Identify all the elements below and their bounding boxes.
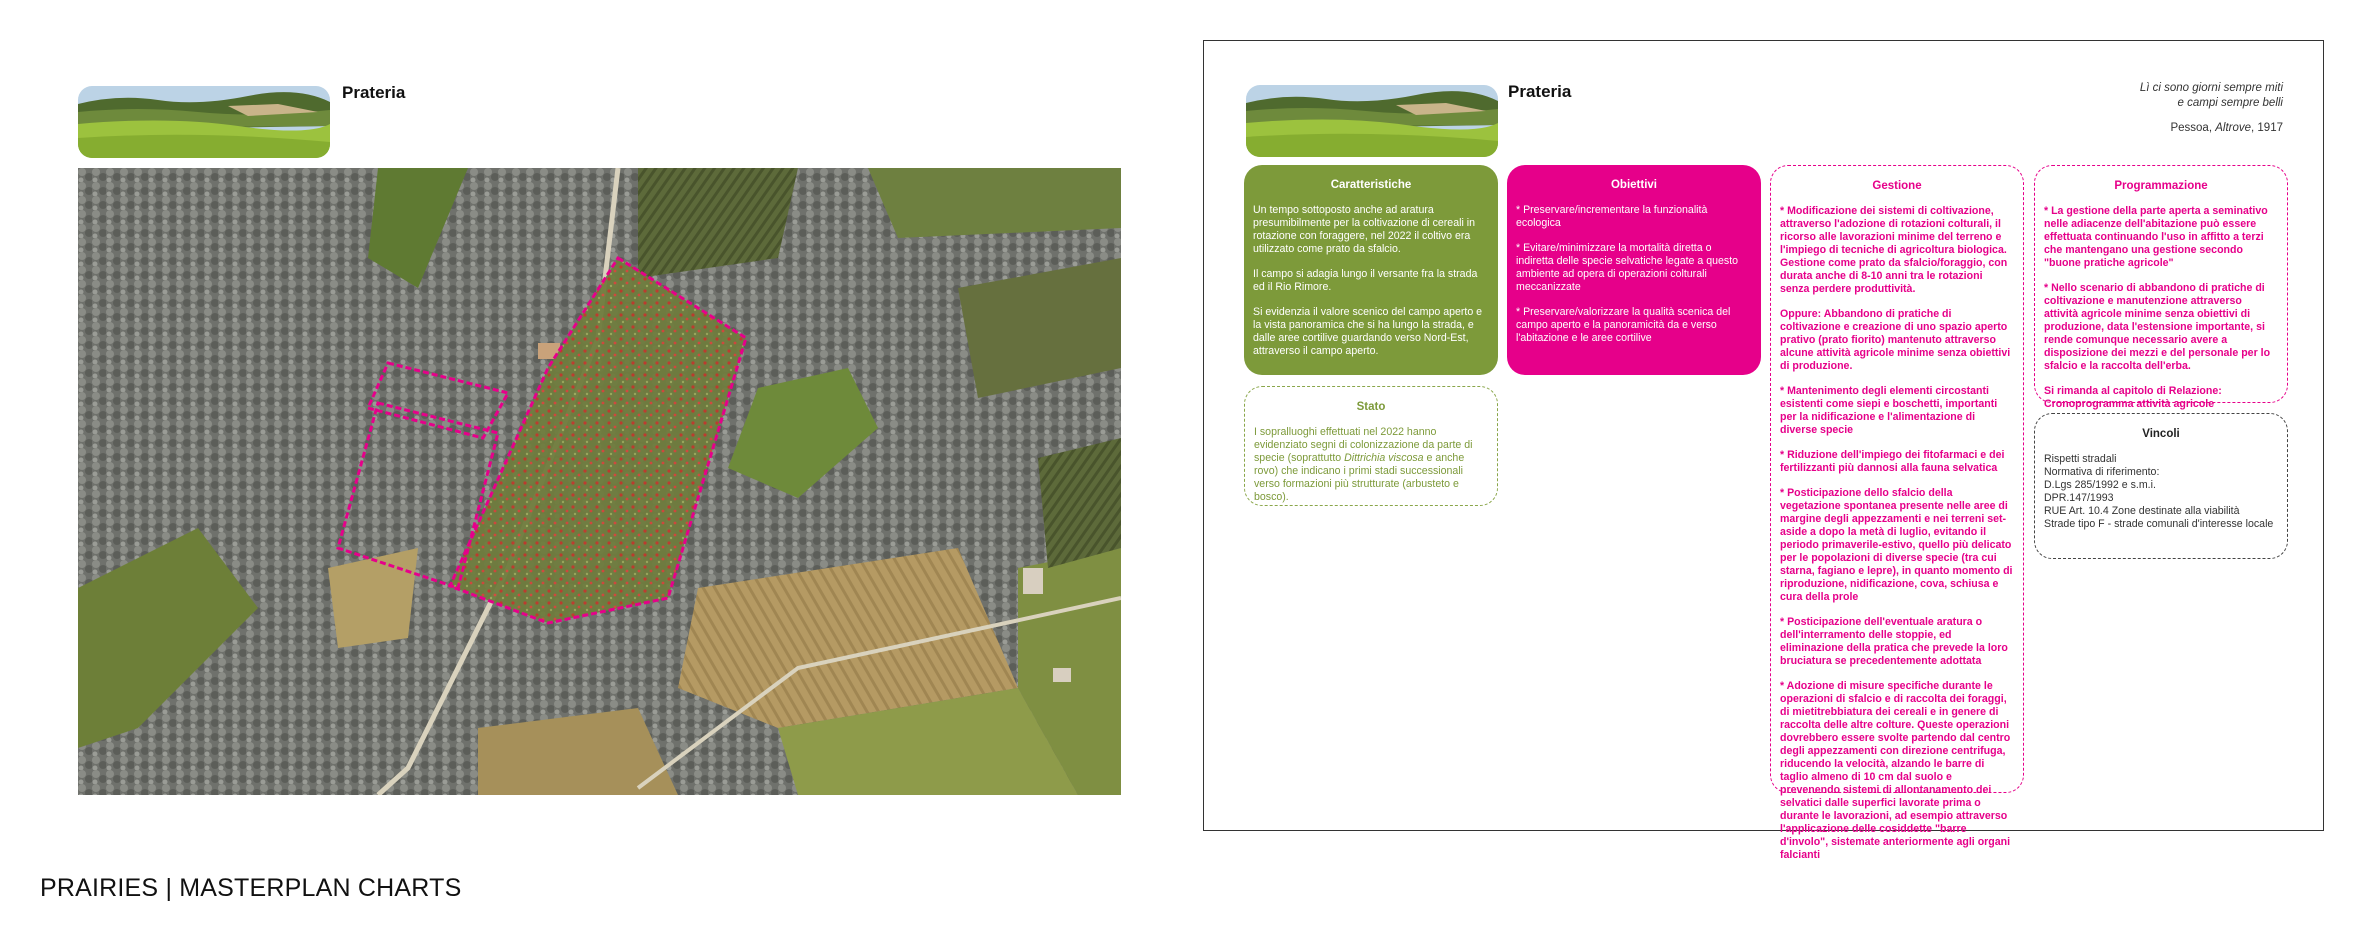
obiettivi-text-1: * Preservare/incrementare la funzionalità ecologica: [1516, 204, 1708, 229]
card-vincoli: [2034, 413, 2288, 559]
prairie-thumbnail-photo-board: [1246, 85, 1498, 157]
vincoli-line: Rispetti stradali: [2044, 453, 2117, 465]
gestione-text-7: * Adozione di misure specifiche durante le operazioni di sfalcio e di raccolta dei foraggi, di mietitrebbiatura dei cereali e in genere di raccolta delle altre colture. Queste operazioni dovrebbero essere svolte partendo dal centro degli appezzamenti con direzione centrifuga, riducendo la velocità, alzando le barre di taglio almeno di 10 cm dal suolo e prevenendo sistemi di allontanamento dei selvatici dalle superfici lavorate prima o durante le lavorazioni, ad esempio attraverso l'applicazione delle cosiddette "barre d'involo", sistemate anteriormente agli organi falcianti: [1780, 680, 2011, 861]
gestione-text-2: Oppure: Abbandono di pratiche di coltivazione e creazione di uno spazio aperto prativo (prato fiorito) mantenuto attraverso alcune attività agricole minime senza obiettivi di produzione.: [1780, 308, 2011, 372]
card-stato: [1244, 386, 1498, 506]
vincoli-line: RUE Art. 10.4 Zone destinate alla viabilità: [2044, 505, 2240, 517]
left-panel-title: Prateria: [342, 83, 406, 102]
gestione-text-3: * Mantenimento degli elementi circostanti esistenti come siepi e boschetti, importanti per la nidificazione e l'alimentazione di diverse specie: [1780, 385, 1998, 436]
programmazione-text-2: * Nello scenario di abbandono di pratiche di coltivazione e manutenzione attraverso attività agricole minime senza obiettivi di produzione, data l'estensione importante, si rende comunque necessario avere a disposizione dei mezzi e del personale per lo sfalcio e la raccolta dell'erba.: [2044, 282, 2271, 372]
caratteristiche-text-2: Il campo si adagia lungo il versante fra la strada ed il Rio Rimore.: [1253, 268, 1478, 293]
attribution-work: Altrove: [2215, 122, 2252, 134]
masterplan-board: [1203, 40, 2324, 861]
vincoli-line: D.Lgs 285/1992 e s.m.i.: [2044, 479, 2156, 491]
card-gestione: [1770, 165, 2024, 861]
obiettivi-heading: Obiettivi: [1610, 179, 1657, 191]
gestione-text-5: * Posticipazione dello sfalcio della vegetazione spontanea presente nelle aree di margine degli appezzamenti e nei terreni set-aside a dopo la metà di luglio, evitando il periodo primaverile-estivo, quello più delicato per le popolazioni di diverse specie (tra cui starna, fagiano e lepre), in quanto momento di riproduzione, nidificazione, cova, schiusa e cura della prole: [1780, 487, 2013, 603]
aerial-map: [78, 168, 1121, 795]
gestione-text-6: * Posticipazione dell'eventuale aratura o dell'interramento delle stoppie, ed eliminazione della pratica che prevede la loro bruciatura se precedentemente adottata: [1780, 616, 2008, 667]
gestione-heading: Gestione: [1872, 180, 1922, 192]
caratteristiche-text-3: Si evidenzia il valore scenico del campo aperto e la vista panoramica che si ha lungo la strada, e dalle aree cortilive guardando verso Nord-Est, attraverso il campo aperto.: [1253, 306, 1483, 357]
vincoli-heading: Vincoli: [2142, 428, 2180, 440]
card-programmazione: [2034, 165, 2288, 410]
caratteristiche-text-1: Un tempo sottoposto anche ad aratura presumibilmente per la coltivazione di cereali in rotazione con foraggere, nel 2022 il coltivo era utilizzato come prato da sfalcio.: [1253, 204, 1475, 255]
attribution-year: , 1917: [2251, 122, 2283, 134]
card-obiettivi: [1507, 165, 1761, 375]
attribution-author: Pessoa,: [2170, 122, 2216, 134]
programmazione-heading: Programmazione: [2114, 180, 2208, 192]
page-footer-title: PRAIRIES | MASTERPLAN CHARTS: [40, 874, 462, 902]
quote-attribution: [2170, 121, 2283, 136]
stato-heading: Stato: [1356, 401, 1386, 413]
prairie-thumbnail-photo: [78, 86, 330, 158]
vincoli-line: Normativa di riferimento:: [2044, 466, 2160, 478]
stato-text: I sopralluoghi effettuati nel 2022 hanno evidenziato segni di colonizzazione da parte di specie (soprattutto Dittrichia viscosa e anche rovo) che indicano i primi stadi successionali verso formazioni più strutturate (arbusteto e bosco).: [1254, 426, 1473, 503]
programmazione-text-3: Si rimanda al capitolo di Relazione: Cronoprogramma attività agricole: [2044, 385, 2222, 410]
gestione-text-1: * Modificazione dei sistemi di coltivazione, attraverso l'adozione di rotazioni colturali, il ricorso alle lavorazioni minime del terreno e l'impiego di tecniche di agricoltura biologica. Gestione come prato da sfalcio/foraggio, con durata anche di 8-10 anni tra le rotazioni senza perdere produttività.: [1780, 205, 2008, 295]
quote-line-1: Lì ci sono giorni sempre miti: [2139, 82, 2283, 94]
gestione-text-4: * Riduzione dell'impiego dei fitofarmaci e dei fertilizzanti più dannosi alla fauna selvatica: [1780, 449, 2005, 474]
obiettivi-text-2: * Evitare/minimizzare la mortalità diretta o indiretta delle specie selvatiche legate a questo ambiente ad opera di operazioni colturali meccanizzate: [1516, 242, 1739, 293]
vincoli-line: Strade tipo F - strade comunali d'interesse locale: [2044, 518, 2274, 530]
board-title: Prateria: [1508, 82, 1572, 101]
vincoli-line: DPR.147/1993: [2044, 492, 2114, 504]
epigraph: [2140, 81, 2283, 111]
obiettivi-text-3: * Preservare/valorizzare la qualità scenica del campo aperto e la panoramicità da e verso l'abitazione e le aree cortilive: [1516, 306, 1731, 344]
caratteristiche-heading: Caratteristiche: [1330, 179, 1412, 191]
card-caratteristiche: [1244, 165, 1498, 375]
quote-line-2: e campi sempre belli: [2177, 97, 2283, 109]
programmazione-text-1: * La gestione della parte aperta a seminativo nelle adiacenze dell'abitazione può essere effettuata continuando l'uso in affitto a terzi che mantengano una gestione secondo "buone pratiche agricole": [2044, 205, 2268, 269]
